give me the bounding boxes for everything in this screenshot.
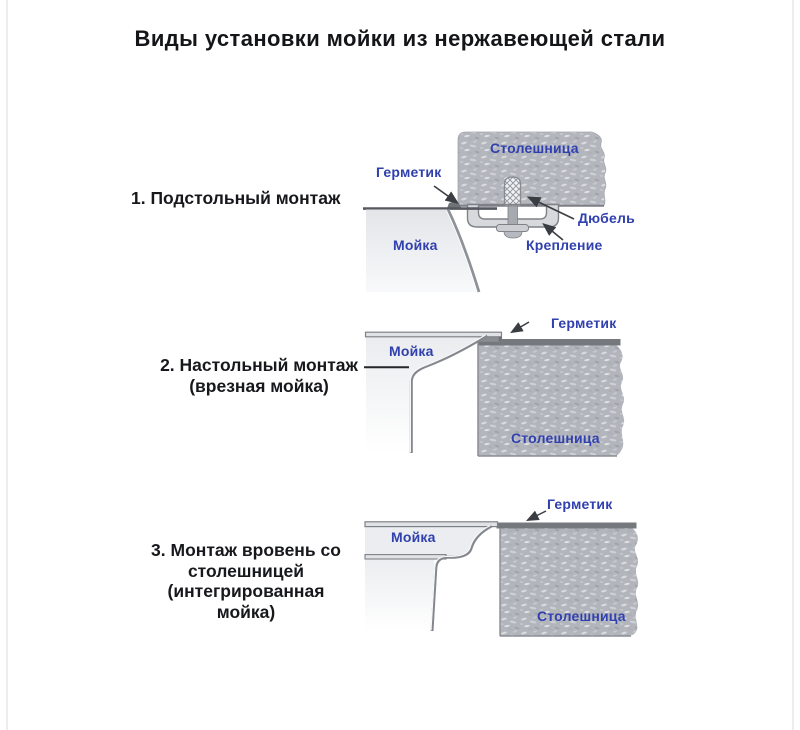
label-countertop-2: Столешница	[511, 430, 600, 446]
page-title: Виды установки мойки из нержавеющей стали	[134, 26, 666, 51]
diagram-2-heading-line: 2. Настольный монтаж	[160, 355, 358, 375]
label-sealant-1: Герметик	[376, 164, 442, 180]
label-sink-3: Мойка	[391, 529, 436, 545]
label-sink-2: Мойка	[389, 343, 434, 359]
nut-shape	[504, 232, 522, 239]
label-countertop-3: Столешница	[537, 608, 626, 624]
diagram-2-heading	[149, 355, 369, 396]
sink-rim	[365, 522, 498, 527]
sealant-arrow	[512, 322, 529, 332]
label-sealant-3: Герметик	[547, 496, 613, 512]
diagram-1-graphics	[363, 132, 606, 292]
sealant-strip	[497, 523, 637, 529]
diagram-3-subheading: (интегрированная мойка)	[167, 581, 325, 622]
label-dowel-1: Дюбель	[578, 210, 635, 226]
label-sink-1: Мойка	[393, 237, 438, 253]
label-sealant-2: Герметик	[551, 315, 617, 331]
washer-shape	[497, 225, 529, 232]
sink-rim-endcap	[499, 337, 502, 342]
diagram-3-heading-line: 3. Монтаж вровень со столешницей	[151, 540, 341, 581]
sink-rim	[366, 332, 502, 337]
dowel-shape	[505, 177, 521, 206]
sealant-arrow	[528, 511, 546, 520]
sink-deck-underside	[365, 555, 446, 559]
screw-shape	[508, 206, 518, 225]
diagram-3-heading	[136, 540, 356, 622]
diagram-1-heading: 1. Подстольный монтаж	[131, 188, 341, 208]
label-fastener-1: Крепление	[526, 237, 603, 253]
sealant-arrow	[434, 186, 457, 203]
label-countertop-1: Столешница	[490, 140, 579, 156]
diagram-2-subheading: (врезная мойка)	[189, 375, 329, 396]
sink-bowl-shade	[365, 559, 435, 632]
